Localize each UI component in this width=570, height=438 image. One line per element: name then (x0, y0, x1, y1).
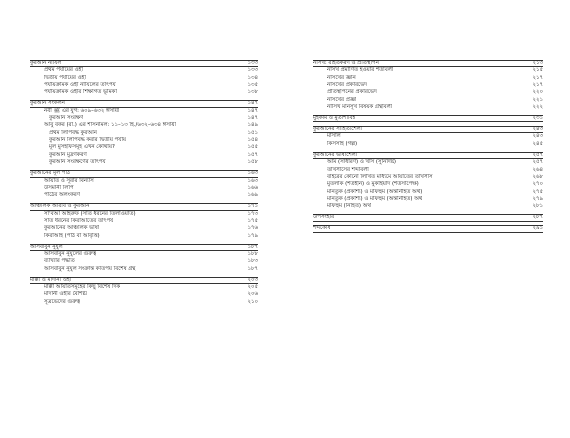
toc-subsection-entry[interactable] (30, 284, 258, 291)
toc-page-number: ১৩৩ (247, 67, 258, 74)
toc-page-number: ২০৬ (247, 291, 258, 298)
toc-page-number: ২৭০ (532, 181, 543, 188)
toc-subsection-entry[interactable] (30, 159, 258, 166)
toc-entry-title: তাখসীসের শব্দাবলী (327, 166, 369, 173)
toc-entry-title: মাদানী ওহীর বৈশিষ্ট্য (44, 291, 88, 298)
toc-entry-title: কিসসাহ (গল্প) (327, 140, 358, 147)
toc-entry-title: নাসখের জ্ঞান (327, 74, 356, 81)
toc-subsection-entry[interactable] (30, 185, 258, 192)
toc-entry-title: দ্বিতীয় পর্যায়ের ওহী (44, 74, 86, 81)
toc-entry-title: মানতুক (প্রকাশ্য) ও মাফহুম (অন্তর্নিহিত অর্থ) (327, 188, 423, 195)
toc-entry-title: সূত্রভেদের গুরুত্ব (44, 298, 81, 305)
toc-subsection-entry[interactable] (313, 167, 543, 174)
toc-subsection-entry[interactable] (30, 225, 258, 232)
toc-chapter-entry[interactable] (313, 225, 543, 232)
toc-chapter-entry[interactable] (313, 60, 543, 67)
toc-subsection-entry[interactable] (313, 181, 543, 188)
toc-page-number: ১৭৫ (247, 217, 258, 224)
toc-page-number: ১৩৪ (247, 74, 258, 81)
toc-entry-title: কুরআন সংরক্ষণের তাৎপর্য (49, 159, 106, 166)
toc-subsection-entry[interactable] (30, 258, 258, 265)
toc-chapter-entry[interactable] (30, 170, 258, 177)
toc-subsection-entry[interactable] (30, 218, 258, 225)
toc-entry-title: বাইরের কোনো লিখিত মাধ্যমে আয়াতের তাখসীস (327, 173, 433, 180)
toc-chapter-entry[interactable] (313, 214, 543, 221)
toc-page-number: ১৫৭ (247, 151, 258, 158)
toc-entry-title: কুরআন সংকলন (30, 100, 65, 107)
toc-subsection-entry[interactable] (30, 130, 258, 137)
toc-page-number: ২৫৭ (532, 159, 543, 166)
toc-subsection-entry[interactable] (30, 115, 258, 122)
toc-page-number: ২৪৫ (532, 140, 543, 147)
toc-page-number: ২৩১ (532, 115, 543, 122)
toc-page-number: ১৩৫ (247, 82, 258, 89)
toc-page-number: ২৫৭ (532, 151, 543, 158)
toc-page-number: ২৯১ (532, 225, 543, 232)
toc-entry-title: শব্দকোষ (313, 225, 331, 232)
toc-entry-title: নাসখ: রহিতকরণ ও প্রতিস্থাপন (313, 60, 379, 66)
toc-page-number: ১৭৩ (247, 210, 258, 217)
toc-page-number: ১৭৬ (247, 225, 258, 232)
toc-page-number: ২৪৩ (532, 133, 543, 140)
toc-entry-title: নাসখের প্রকারভেদ (327, 82, 368, 89)
toc-entry-title: মুতলাক (শর্তহীন) ও মুকাইয়াদ (শর্তসাপেক্ষ) (327, 181, 419, 188)
toc-page-number: ২৭৫ (532, 188, 543, 195)
toc-entry-title: মাক্কী আয়াতসমূহের কিছু বিশেষ দিক (44, 284, 121, 291)
toc-right-column (313, 60, 543, 233)
toc-page-number: ১৫৮ (247, 159, 258, 166)
toc-entry-title: উসমানী লিপি (44, 184, 74, 191)
toc-entry-title: কুরআন নাযিল (30, 60, 62, 66)
toc-entry-title: নবী ﷺ এর যুগ: ৬০৯–৬৩২ ঈসায়ী (44, 107, 120, 114)
toc-entry-title: আঞ্চলিক আরবি ও কুরআন (30, 203, 90, 210)
toc-left-column (30, 60, 258, 306)
toc-chapter-entry[interactable] (313, 126, 543, 133)
toc-page-number: ১৫৪ (247, 137, 258, 144)
toc-page-number: ১৮৮ (247, 251, 258, 257)
toc-page-number: ১৮৩ (247, 258, 258, 265)
toc-entry-title: আবু বকর (রা.) এর শাসনামল: ১১–১৩ হি./৬৩২–৬৩৪ ঈসায়ী (44, 122, 177, 129)
toc-entry-title: কুরআনের সাহিত্যশৈলী (313, 126, 363, 133)
toc-subsection-entry[interactable] (30, 266, 258, 273)
toc-subsection-entry[interactable] (30, 144, 258, 151)
toc-page-number: ২৬৪ (532, 166, 543, 173)
toc-entry-title: নাসখ প্রমাণিত হওয়ার শর্তাবলী (327, 67, 394, 74)
toc-subsection-entry[interactable] (30, 251, 258, 258)
toc-page-number: ১৫১ (247, 129, 258, 136)
toc-entry-title: আসবাবুন নুযুল সংক্রান্ত কতিপয় বিশেষ গ্রন্থ (44, 265, 136, 272)
toc-entry-title: সাত ধরনের কিরাআতের তাৎপর্য (44, 217, 114, 224)
toc-subsection-entry[interactable] (30, 233, 258, 240)
toc-entry-title: ব্যাখ্যার পদ্ধতি (44, 258, 75, 265)
toc-subsection-entry[interactable] (30, 89, 258, 96)
toc-entry-title: কুরআনের ভাষাশৈলী (313, 151, 358, 158)
toc-entry-title: নাসখের প্রজ্ঞা (327, 96, 357, 103)
toc-page-number: ১৫৫ (247, 144, 258, 151)
toc-subsection-entry[interactable] (313, 133, 543, 140)
toc-subsection-entry[interactable] (313, 75, 543, 82)
toc-entry-title: কুরআন লিপিবদ্ধ করার দ্বিতীয় পর্যায় (49, 137, 127, 144)
toc-page-number: ২১৭ (532, 74, 543, 81)
toc-subsection-entry[interactable] (313, 159, 543, 166)
toc-chapter-entry[interactable] (30, 100, 258, 107)
toc-entry-title: উপসংহার (313, 214, 335, 221)
toc-entry-title: কিরাআহ (পাঠ বা আবৃত্তি) (44, 232, 100, 239)
toc-entry-title: পাঠের অলংকরণ (44, 192, 80, 199)
toc-subsection-entry[interactable] (30, 75, 258, 82)
toc-subsection-entry[interactable] (313, 104, 543, 111)
toc-page-number: ২৭৯ (532, 195, 543, 202)
right-page (285, 0, 570, 438)
toc-subsection-entry[interactable] (313, 174, 543, 181)
toc-subsection-entry[interactable] (30, 192, 258, 199)
toc-subsection-entry[interactable] (30, 108, 258, 115)
toc-entry-title: আসবাবুন নুযুল (30, 243, 63, 250)
toc-subsection-entry[interactable] (313, 89, 543, 96)
toc-page-number: ২১৫ (532, 67, 543, 74)
toc-subsection-entry[interactable] (30, 291, 258, 298)
toc-subsection-entry[interactable] (313, 203, 543, 210)
toc-subsection-entry[interactable] (30, 122, 258, 129)
toc-subsection-entry[interactable] (313, 97, 543, 104)
toc-entry-title: মাফহুম (নিহিত) অর্থ (327, 203, 371, 210)
toc-page-number: ১৬৩ (247, 177, 258, 184)
toc-subsection-entry[interactable] (30, 299, 258, 306)
toc-subsection-entry[interactable] (313, 82, 543, 89)
toc-page-number: ১৬৯ (247, 192, 258, 199)
toc-entry-title: মাসাল (327, 133, 341, 140)
toc-page-number: ২০৩ (247, 276, 258, 283)
toc-subsection-entry[interactable] (30, 67, 258, 74)
toc-page-number: ১৮৭ (247, 243, 258, 250)
toc-entry-title: মুহকাম ও মুতাশাবিহ (313, 115, 356, 122)
toc-entry-title: মাক্কী ও মাদানী ওহী (30, 276, 72, 283)
toc-page-number: ১৪৭ (247, 115, 258, 122)
toc-entry-title: পর্যায়ক্রমিক ওহীর শিক্ষাগত ভূমিকা (44, 89, 117, 96)
toc-chapter-entry[interactable] (30, 60, 258, 67)
toc-entry-title: কুরআন মুদ্রণকরণ (49, 151, 87, 158)
toc-subsection-entry[interactable] (313, 196, 543, 203)
toc-page-number: ২২২ (532, 104, 543, 111)
toc-page-number: ১৪৭ (247, 100, 258, 107)
toc-entry-title: আসবাবুন নুযুলের গুরুত্ব (44, 251, 97, 257)
toc-subsection-entry[interactable] (313, 141, 543, 148)
toc-entry-title: কুরআনের আঞ্চলিক ভাষা (44, 225, 100, 232)
toc-subsection-entry[interactable] (313, 189, 543, 196)
toc-page-number: ১৮৭ (247, 265, 258, 272)
toc-page-number: ১৩৮ (247, 89, 258, 96)
toc-subsection-entry[interactable] (30, 82, 258, 89)
toc-page-number: ১৭৯ (247, 232, 258, 239)
toc-chapter-entry[interactable] (313, 152, 543, 159)
toc-page-number: ১৩৩ (247, 60, 258, 66)
toc-subsection-entry[interactable] (30, 178, 258, 185)
toc-entry-title: আয়াত ও সূরার বিন্যাস (44, 177, 94, 184)
toc-page-number: ২৮৭ (532, 214, 543, 221)
toc-entry-title: প্রতিস্থাপনের প্রকারভেদ (327, 89, 377, 96)
toc-page-number: ১৭১ (247, 203, 258, 210)
toc-subsection-entry[interactable] (30, 211, 258, 218)
toc-chapter-entry[interactable] (313, 115, 543, 122)
toc-entry-title: কুরআনের মূল পাঠ (30, 170, 70, 177)
toc-page-number: ২১০ (247, 298, 258, 305)
toc-entry-title: নাসিখ মানসূখ বিষয়ক গ্রন্থাবলী (327, 104, 393, 111)
toc-entry-title: আম (সাধারণ) ও খাস (সুনির্দিষ্ট) (327, 159, 397, 166)
toc-page-number: ১৪৯ (247, 122, 258, 129)
toc-page-number: ২১৭ (532, 82, 543, 89)
toc-chapter-entry[interactable] (30, 244, 258, 251)
toc-page-number: ২১৩ (532, 60, 543, 66)
toc-chapter-entry[interactable] (30, 203, 258, 210)
toc-entry-title: মানতুক (প্রকাশ্য) ও মাফহুম (অন্তর্নিহিত) অর্থ (327, 195, 423, 202)
toc-chapter-entry[interactable] (30, 277, 258, 284)
toc-page-number: ১৬৬ (247, 184, 258, 191)
toc-page-number: ২০৫ (247, 284, 258, 291)
toc-page-number: ১৬৩ (247, 170, 258, 177)
toc-page-number: ২৮১ (532, 203, 543, 210)
toc-subsection-entry[interactable] (30, 137, 258, 144)
toc-entry-title: পর্যায়ক্রমিক ওহী নাযিলের তাৎপর্য (44, 82, 116, 89)
toc-page-number: ২৪৩ (532, 126, 543, 133)
toc-subsection-entry[interactable] (313, 67, 543, 74)
toc-page-number: ২২০ (532, 89, 543, 96)
toc-page-number: ২৬৮ (532, 173, 543, 180)
toc-page-number: ২২১ (532, 96, 543, 103)
toc-entry-title: কুরআন সংরক্ষণ (49, 115, 84, 122)
toc-subsection-entry[interactable] (30, 152, 258, 159)
toc-entry-title: প্রথম লিপিবদ্ধ কুরআন (49, 129, 97, 136)
toc-entry-title: সা'বআ আহরুফ (সাত ধরনের তিলাওয়াত) (44, 210, 136, 217)
toc-page-number: ১৪৭ (247, 107, 258, 114)
toc-entry-title: মূল মুসহাফসমূহ এখন কোথায়? (49, 144, 115, 151)
toc-entry-title: প্রথম পর্যায়ের ওহী (44, 67, 83, 74)
